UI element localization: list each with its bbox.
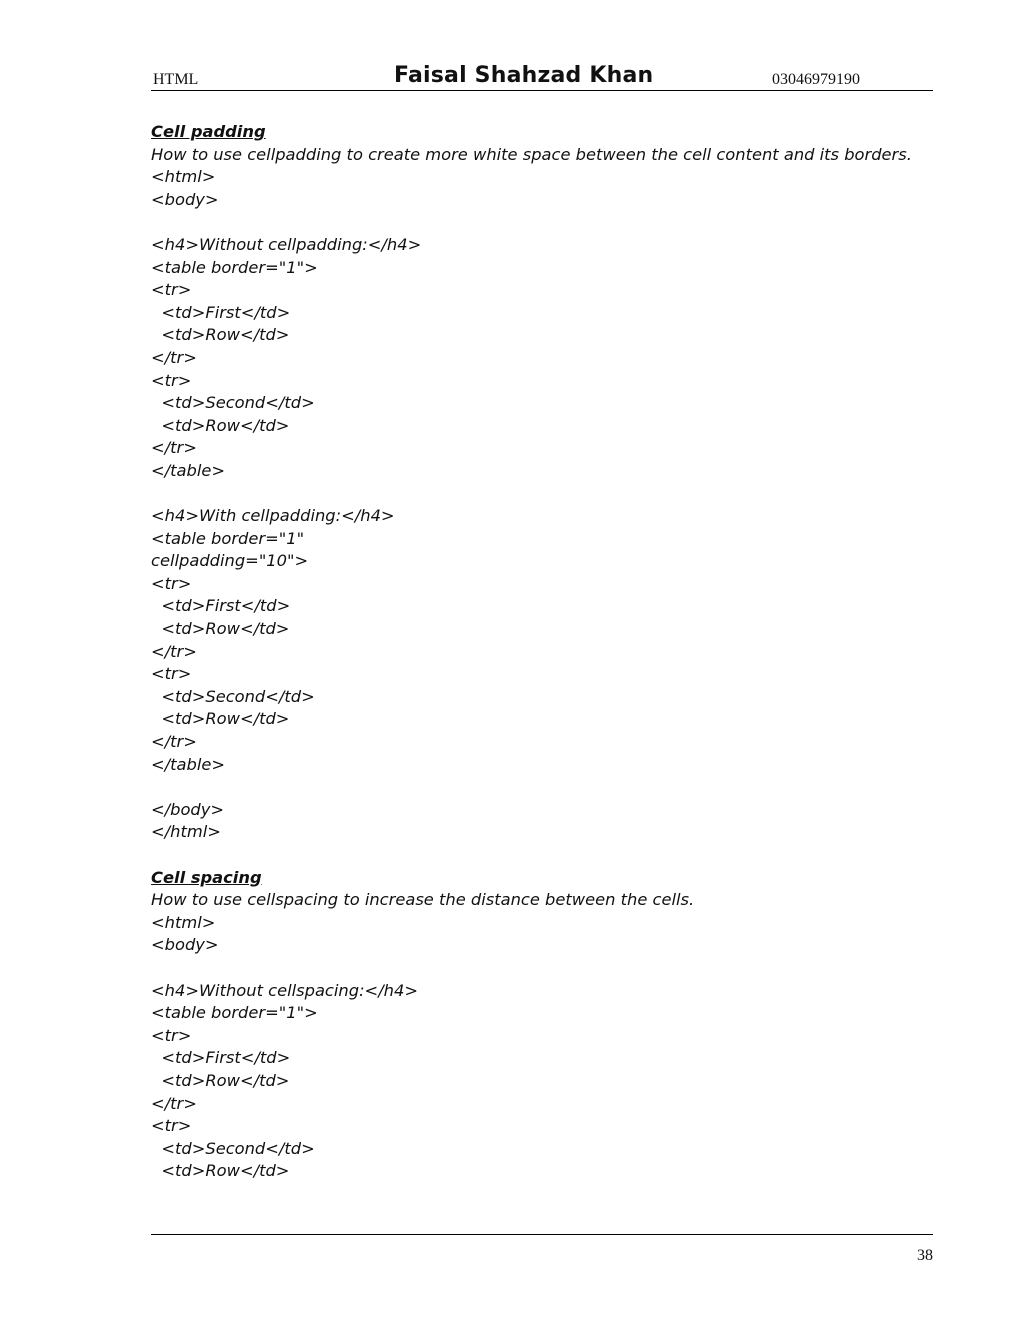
- code-line: <td>Row</td>: [151, 709, 290, 729]
- code-line: <html>: [151, 167, 216, 187]
- code-line: <h4>Without cellspacing:</h4>: [151, 980, 418, 1000]
- page-header: [151, 62, 933, 91]
- code-line: <h4>Without cellpadding:</h4>: [151, 234, 422, 254]
- header-phone: 03046979190: [772, 71, 860, 88]
- code-block: [151, 912, 941, 1183]
- code-line: <td>First</td>: [151, 1048, 291, 1068]
- page-number: 38: [917, 1247, 933, 1264]
- code-line: <td>Second</td>: [151, 393, 315, 413]
- code-line: [151, 844, 941, 867]
- code-block: [151, 166, 941, 866]
- code-line: </tr>: [151, 438, 197, 458]
- header-author: Faisal Shahzad Khan: [394, 63, 654, 88]
- code-line: [151, 483, 941, 506]
- code-line: <tr>: [151, 573, 192, 593]
- code-line: [151, 211, 941, 234]
- code-line: </tr>: [151, 732, 197, 752]
- code-line: </tr>: [151, 347, 197, 367]
- section-title: Cell padding: [151, 122, 266, 141]
- code-line: </table>: [151, 460, 226, 480]
- code-line: <td>Row</td>: [151, 619, 290, 639]
- code-line: </body>: [151, 799, 225, 819]
- section-cell-spacing: [151, 867, 941, 1183]
- code-line: <h4>With cellpadding:</h4>: [151, 506, 395, 526]
- code-line: <tr>: [151, 280, 192, 300]
- code-line: <body>: [151, 189, 219, 209]
- code-line: <tr>: [151, 370, 192, 390]
- code-line: </table>: [151, 754, 226, 774]
- code-line: </tr>: [151, 641, 197, 661]
- code-line: <td>Row</td>: [151, 1161, 290, 1181]
- section-description: How to use cellspacing to increase the distance between the cells.: [151, 890, 695, 910]
- footer-rule: [151, 1234, 933, 1235]
- code-line: <td>Row</td>: [151, 325, 290, 345]
- code-line: <table border="1">: [151, 257, 318, 277]
- code-line: <tr>: [151, 664, 192, 684]
- code-line: <td>First</td>: [151, 596, 291, 616]
- code-line: <table border="1">: [151, 1003, 318, 1023]
- code-line: <td>Row</td>: [151, 1070, 290, 1090]
- page-content: [151, 121, 941, 1183]
- code-line: <td>Second</td>: [151, 1138, 315, 1158]
- code-line: </tr>: [151, 1093, 197, 1113]
- code-line: [151, 776, 941, 799]
- section-description: How to use cellpadding to create more white space between the cell content and its borders.: [151, 144, 912, 164]
- code-line: <tr>: [151, 1025, 192, 1045]
- code-line: <tr>: [151, 1116, 192, 1136]
- code-line: <body>: [151, 935, 219, 955]
- code-line: <td>Row</td>: [151, 415, 290, 435]
- code-line: <html>: [151, 912, 216, 932]
- header-subject: HTML: [153, 71, 199, 88]
- code-line: <td>Second</td>: [151, 686, 315, 706]
- code-line: <table border="1": [151, 528, 305, 548]
- code-line: cellpadding="10">: [151, 551, 309, 571]
- code-line: <td>First</td>: [151, 302, 291, 322]
- code-line: [151, 957, 941, 980]
- section-cell-padding: [151, 121, 941, 867]
- section-title: Cell spacing: [151, 867, 262, 887]
- code-line: </html>: [151, 822, 221, 842]
